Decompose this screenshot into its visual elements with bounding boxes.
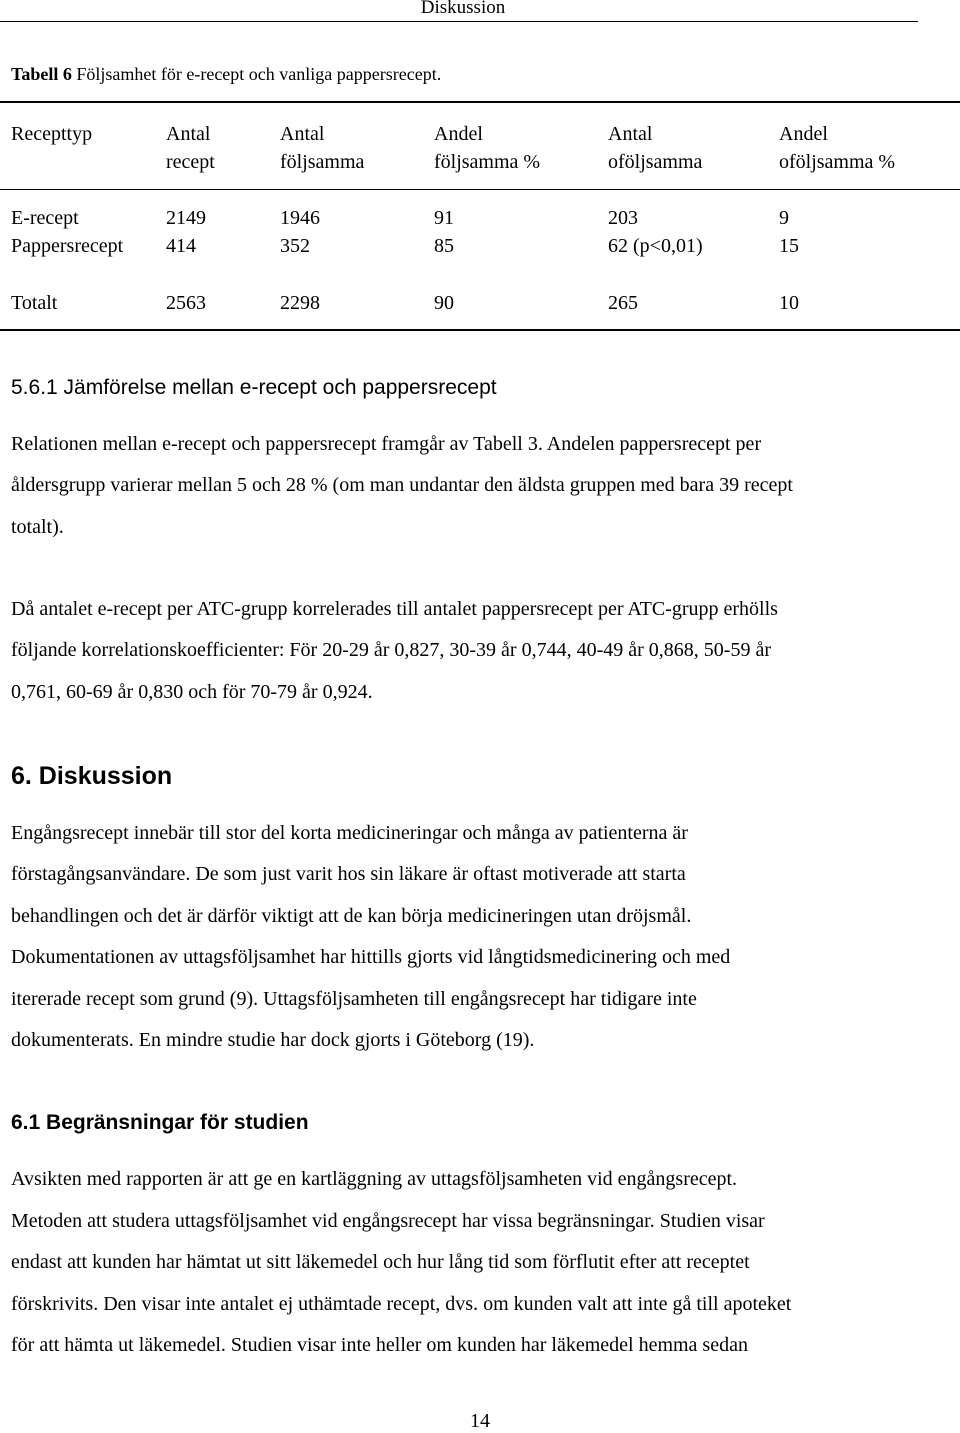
table-header-cell: Antal	[608, 123, 653, 145]
paragraph-line: Då antalet e-recept per ATC-grupp korrelerades till antalet pappersrecept per ATC-grupp erhölls	[11, 598, 778, 620]
table-header-rule	[0, 189, 960, 190]
paragraph-line: följande korrelationskoefficienter: För 20-29 år 0,827, 30-39 år 0,744, 40-49 år 0,868, 50-59 år	[11, 639, 771, 661]
table-header-cell: Andel	[434, 123, 483, 145]
table-header-cell: recept	[166, 151, 215, 173]
paragraph-line: Metoden att studera uttagsföljsamhet vid engångsrecept har vissa begränsningar. Studien visar	[11, 1210, 765, 1232]
table-total-cell: 10	[779, 292, 799, 314]
table-cell: 9	[779, 207, 789, 229]
section-heading-6: 6. Diskussion	[11, 762, 173, 790]
table-cell: 91	[434, 207, 454, 229]
table-top-rule	[0, 101, 960, 103]
table-cell: 15	[779, 235, 799, 257]
table-caption-label: Tabell 6	[11, 64, 72, 84]
paragraph-line: Avsikten med rapporten är att ge en kartläggning av uttagsföljsamheten vid engångsrecept.	[11, 1168, 738, 1190]
page-number: 14	[470, 1410, 490, 1432]
paragraph-line: förstagångsanvändare. De som just varit hos sin läkare är oftast motiverade att starta	[11, 863, 686, 885]
table-caption	[11, 64, 441, 85]
table-total-cell: 2563	[166, 292, 206, 314]
paragraph-line: 0,761, 60-69 år 0,830 och för 70-79 år 0,924.	[11, 681, 373, 703]
table-cell: 62 (p<0,01)	[608, 235, 703, 257]
paragraph-line: för att hämta ut läkemedel. Studien visar inte heller om kunden har läkemedel hemma sedan	[11, 1334, 748, 1356]
paragraph-line: Dokumentationen av uttagsföljsamhet har hittills gjorts vid långtidsmedicinering och med	[11, 946, 731, 968]
paragraph-line: åldersgrupp varierar mellan 5 och 28 % (om man undantar den äldsta gruppen med bara 39 recept	[11, 474, 793, 496]
paragraph-line: behandlingen och det är därför viktigt att de kan börja medicineringen utan dröjsmål.	[11, 905, 692, 927]
table-header-cell: Antal	[280, 123, 325, 145]
table-header-cell: oföljsamma %	[779, 151, 896, 173]
running-header	[0, 0, 918, 22]
paragraph-line: Engångsrecept innebär till stor del korta medicineringar och många av patienterna är	[11, 822, 688, 844]
paragraph-line: dokumenterats. En mindre studie har dock gjorts i Göteborg (19).	[11, 1029, 535, 1051]
table-cell: 414	[166, 235, 196, 257]
paragraph-line: totalt).	[11, 516, 64, 538]
table-cell: 85	[434, 235, 454, 257]
table-total-cell: Totalt	[11, 292, 58, 314]
paragraph-line: endast att kunden har hämtat ut sitt läkemedel och hur lång tid som förflutit efter att receptet	[11, 1251, 750, 1273]
paragraph-line: itererade recept som grund (9). Uttagsföljsamheten till engångsrecept har tidigare inte	[11, 988, 697, 1010]
table-cell: 1946	[280, 207, 320, 229]
running-header-text: Diskussion	[420, 0, 506, 18]
paragraph-line: förskrivits. Den visar inte antalet ej uthämtade recept, dvs. om kunden valt att inte gå till apoteket	[11, 1293, 792, 1315]
table-header-cell: följsamma %	[434, 151, 541, 173]
table-header-cell: Antal	[166, 123, 211, 145]
table-header-cell: följsamma	[280, 151, 365, 173]
table-cell: E-recept	[11, 207, 79, 229]
table-caption-text: Följsamhet för e-recept och vanliga pappersrecept.	[71, 64, 442, 84]
table-header-cell: oföljsamma	[608, 151, 703, 173]
table-total-cell: 2298	[280, 292, 320, 314]
table-header-cell: Recepttyp	[11, 123, 93, 145]
table-cell: Pappersrecept	[11, 235, 124, 257]
section-heading-6-1: 6.1 Begränsningar för studien	[11, 1111, 309, 1134]
table-cell: 352	[280, 235, 310, 257]
table-total-cell: 90	[434, 292, 454, 314]
section-heading-5-6-1: 5.6.1 Jämförelse mellan e-recept och pappersrecept	[11, 376, 497, 399]
table-cell: 2149	[166, 207, 206, 229]
table-bottom-rule	[0, 329, 960, 331]
table-total-cell: 265	[608, 292, 638, 314]
table-header-cell: Andel	[779, 123, 828, 145]
paragraph-line: Relationen mellan e-recept och pappersrecept framgår av Tabell 3. Andelen pappersrecept per	[11, 433, 762, 455]
table-cell: 203	[608, 207, 638, 229]
